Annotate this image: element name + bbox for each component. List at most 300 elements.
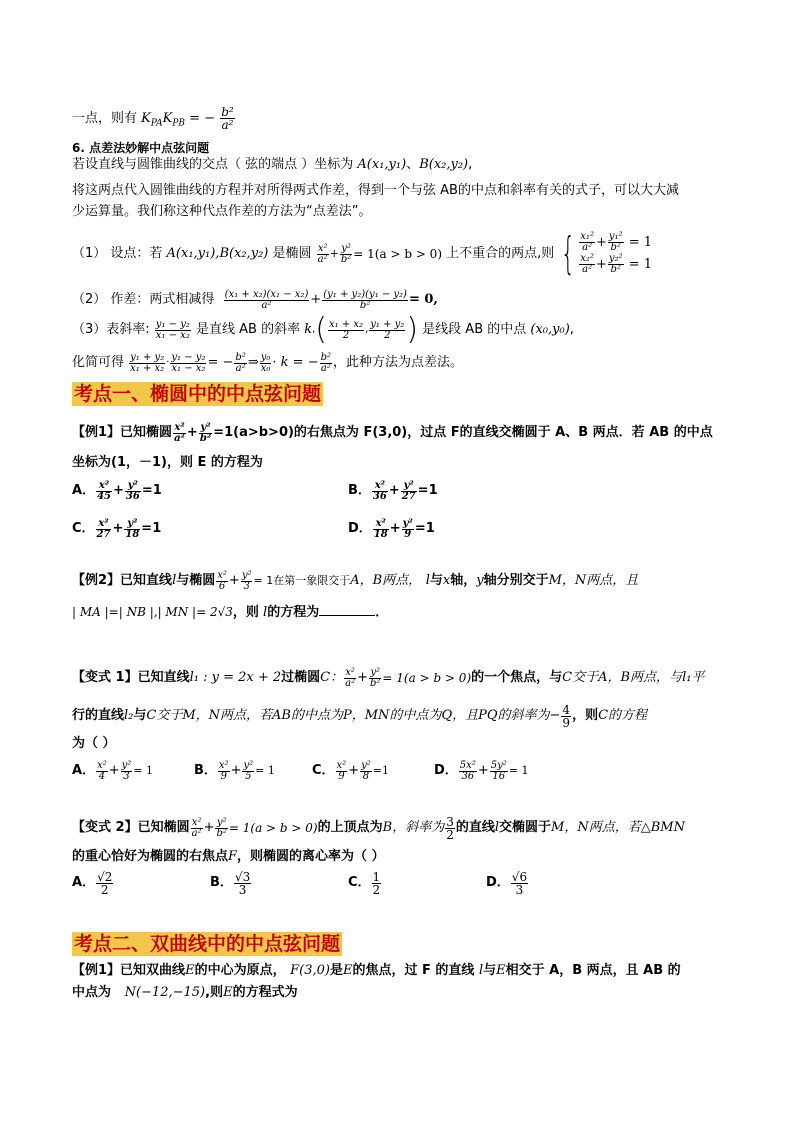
option-frac-y — [125, 481, 141, 502]
step3-mid: 是直线 AB 的斜率 — [196, 322, 301, 337]
l-symbol-ex3: l — [478, 963, 484, 978]
option-letter: C． — [72, 521, 95, 536]
var1-text-e: A，B两点，与 — [598, 670, 683, 685]
option-frac-x — [218, 761, 230, 782]
ex2-tail2: 的方程为 — [267, 605, 320, 620]
var2-option-b[interactable] — [210, 866, 252, 900]
var2-text-a: 已知椭圆 — [137, 820, 190, 835]
num: x² — [218, 759, 229, 771]
sep: 、 — [406, 157, 420, 172]
option-frac-x — [96, 761, 108, 782]
num: y² — [243, 759, 254, 771]
v2-l2-a: 的重心恰好为椭圆的右焦点 — [72, 849, 229, 864]
num: y₂² — [608, 253, 623, 264]
den: x₀ — [260, 362, 271, 374]
den: 36 — [372, 490, 387, 502]
ex1-option-a[interactable] — [72, 476, 162, 506]
step1-after: 上不重合的两点,则 — [446, 246, 555, 261]
var1-option-a[interactable] — [72, 755, 153, 787]
ex3-line1 — [72, 963, 681, 979]
plus: + — [112, 483, 124, 498]
section-2-title: 考点二、双曲线中的中点弦问题 — [74, 933, 341, 955]
e-symbol-3: E — [496, 963, 506, 978]
ex2-text-f: 轴， — [450, 573, 477, 588]
den: 18 — [125, 528, 140, 540]
den: 9 — [338, 770, 345, 782]
var1-line3: 为（ ） — [72, 736, 116, 751]
ex2-line2 — [72, 603, 388, 621]
v2-fy — [215, 818, 227, 839]
den: 2 — [372, 882, 381, 897]
step-3: （3）表斜率: $\frac{\text{y₁ − y₂}}{\text{x₁ − x₂}}$ 是直线 AB 的斜率 k , ( $\frac{\text{x₁ + x₂}}{2}$ , $\frac{\text{y₁ + y₂}}{2}$ ) 是线段 AB 的中点 (x₀,y₀) , — [72, 312, 574, 347]
option-rhs: = 1 — [133, 764, 154, 777]
num: x² — [96, 519, 112, 530]
s1 — [129, 353, 165, 374]
plus: + — [348, 763, 360, 778]
den: a² — [261, 299, 272, 311]
point-b: B(x₂,y₂) — [419, 157, 469, 172]
den: a² — [174, 432, 185, 444]
den: 9 — [404, 528, 412, 540]
den: 27 — [401, 490, 416, 502]
method-p1 — [72, 157, 472, 173]
den: 45 — [97, 490, 111, 502]
den: x₁ − x₂ — [155, 329, 190, 341]
step2-rhs: = 0, — [408, 292, 438, 307]
focus-f: F(3,0) — [290, 963, 330, 978]
rhs2: = 1 — [628, 257, 652, 272]
point-a: A(x₁,y₁) — [357, 157, 407, 172]
line-l1: l₁ : y = 2x + 2 — [189, 670, 282, 685]
slope-sign: − — [549, 708, 561, 723]
answer-blank[interactable] — [319, 603, 375, 616]
ex2-text-e: 与 — [429, 573, 443, 588]
num: y₁ + y₂ — [370, 318, 405, 330]
method-heading: 6. 点差法妙解中点弦问题 — [72, 141, 210, 155]
frac-y2-b2 — [340, 244, 352, 265]
eq: = − — [207, 355, 234, 370]
var2-line1 — [72, 815, 685, 841]
s5 — [320, 353, 332, 374]
num: y₁ − y₂ — [171, 351, 206, 363]
section-1-title: 考点一、椭圆中的中点弦问题 — [74, 383, 322, 405]
den: x₁ − x₂ — [171, 362, 206, 374]
ex1-fy — [199, 423, 212, 444]
equals-minus: = − — [189, 111, 216, 126]
num: x² — [191, 816, 202, 828]
paren-left: ( — [315, 312, 328, 347]
ex3-label: 【例1】 — [72, 963, 121, 978]
den: 8 — [362, 770, 370, 782]
den: b² — [216, 827, 227, 839]
option-frac-y — [121, 761, 133, 782]
den: 3 — [515, 882, 524, 897]
option-letter: B． — [348, 483, 371, 498]
num: y² — [401, 481, 417, 492]
p1-text: 若设直线与圆锥曲线的交点（ 弦的端点 ）坐标为 — [72, 157, 354, 172]
den: a² — [582, 264, 593, 275]
step2-frac1 — [224, 290, 310, 311]
step2-label: （2） 作差：两式相减得 — [72, 292, 215, 307]
k: · k = − — [272, 355, 319, 370]
v1-l2-c: C交于 — [146, 708, 183, 723]
method-p2: 将这两点代入圆锥曲线的方程并对所得两式作差，得到一个与弦 AB的中点和斜率有关的式子，可以大大减 — [72, 183, 679, 198]
paren-right: ) — [406, 312, 419, 347]
den: b² — [359, 299, 371, 311]
ex2-label: 【例2】 — [72, 573, 121, 588]
num: x² — [372, 481, 388, 492]
den: b² — [199, 432, 212, 444]
den: 2 — [342, 329, 350, 341]
ex2-text-c: = 1在第一象限交于 — [253, 574, 351, 587]
den: 9 — [562, 715, 571, 730]
den: b² — [340, 253, 352, 265]
num: 3 — [446, 814, 454, 829]
option-frac-y — [242, 761, 254, 782]
num: y² — [124, 519, 140, 530]
var1-option-b[interactable] — [194, 755, 275, 787]
var1-text-b: 过椭圆 — [281, 670, 321, 685]
ex2-text-a: 已知直线 — [120, 573, 173, 588]
num: y² — [402, 517, 413, 529]
option-frac — [372, 871, 382, 896]
num: x² — [97, 759, 107, 771]
ex2-fy — [241, 571, 253, 592]
equation-system — [578, 232, 652, 276]
den: x₁ + x₂ — [130, 362, 165, 374]
option-rhs: = 1 — [508, 764, 529, 777]
var2-l: l — [494, 820, 500, 835]
kpa-sub: PA — [150, 118, 163, 129]
den: a² — [345, 677, 356, 689]
var1-text-d: C交于 — [562, 670, 599, 685]
rhs1: = 1 — [628, 235, 652, 250]
f1 — [579, 232, 595, 253]
num: y² — [370, 666, 381, 678]
var1-option-c[interactable] — [312, 755, 389, 787]
ex3-line2 — [72, 985, 298, 1001]
v1-l2-a: 行的直线 — [72, 708, 125, 723]
num: 5y² — [490, 759, 507, 771]
arrow: ⇒ — [247, 355, 259, 370]
plus: + — [389, 521, 401, 536]
var1-line1 — [72, 665, 704, 691]
option-letter: B． — [210, 875, 233, 890]
den: 2 — [100, 882, 109, 897]
ex2-tail: ，则 — [232, 605, 259, 620]
num: x₁ + x₂ — [329, 318, 364, 330]
ex2-condition: | MA |=| NB |,| MN |= 2√3 — [72, 605, 233, 619]
kpa-symbol: K — [141, 111, 151, 126]
plus: + — [310, 292, 322, 307]
plus: + — [108, 763, 120, 778]
num: (x₁ + x₂)(x₁ − x₂) — [224, 288, 309, 300]
plus: + — [357, 670, 368, 685]
num: x² — [336, 759, 347, 771]
den: a² — [582, 242, 593, 253]
p1-end: , — [468, 157, 473, 172]
v1-l2-i: ，则 — [572, 708, 599, 723]
left-brace-icon: { — [561, 228, 576, 279]
den: a² — [191, 827, 202, 839]
ex3-text-b: 的中心为原点， — [194, 963, 286, 978]
num: y₁² — [608, 231, 623, 242]
num: y² — [125, 481, 141, 492]
v1-l2-b: 与 — [133, 708, 147, 723]
num: (y₁ + y₂)(y₁ − y₂) — [323, 288, 407, 300]
option-frac-y — [124, 519, 140, 540]
option-letter: C． — [312, 763, 335, 778]
ex3-text-f: 相交于 A，B 两点，且 AB 的 — [505, 963, 681, 978]
option-rhs: = 1 — [255, 764, 275, 777]
den: 3 — [243, 580, 250, 592]
option-letter: C． — [348, 875, 371, 890]
mid-y — [369, 320, 405, 341]
v1-l2-d: M，N两点，若 — [182, 708, 273, 723]
step1-label: （1） 设点：若 — [72, 246, 163, 261]
method-p3: 少运算量。我们称这种代点作差的方法为“点差法”。 — [72, 204, 372, 219]
den: 5 — [245, 770, 252, 782]
slope-frac — [561, 704, 571, 729]
num: b² — [235, 351, 246, 363]
num: 5x² — [459, 759, 476, 771]
e-symbol-2: E — [342, 963, 353, 978]
var1-label: 【变式 1】 — [72, 670, 138, 685]
v1-fx — [344, 668, 356, 689]
num: √6 — [511, 869, 528, 884]
sys-eq2 — [578, 254, 652, 276]
num: √3 — [234, 869, 251, 884]
step1-points: A(x₁,y₁),B(x₂,y₂) — [166, 246, 269, 261]
s4 — [260, 353, 272, 374]
option-frac-x — [96, 519, 112, 540]
option-frac-x — [336, 761, 348, 782]
plus: + — [595, 257, 607, 272]
l-symbol: l — [172, 573, 177, 588]
v2-l2-b: ，则椭圆的离心率为（ ） — [237, 849, 385, 864]
v1-l2-f: P，MN的中点为 — [343, 708, 442, 723]
simplify-label: 化简可得 — [72, 355, 125, 370]
step1-mid: 是椭圆 — [272, 246, 312, 261]
num: y₁ + y₂ — [130, 351, 165, 363]
option-frac — [511, 871, 528, 896]
num: y² — [361, 759, 371, 771]
num: y₁ − y₂ — [155, 318, 190, 330]
frac-x2-a2 — [317, 244, 329, 265]
option-frac-x — [373, 519, 389, 540]
plus: + — [228, 573, 240, 588]
triangle-bmn: △BMN — [640, 820, 685, 835]
option-letter: D． — [486, 875, 510, 890]
num: x² — [96, 481, 112, 492]
step2-frac2 — [322, 290, 408, 311]
l-symbol-3: l — [263, 605, 268, 620]
frac-num: b² — [221, 105, 234, 119]
step3-mid2: 是线段 AB 的中点 — [422, 322, 527, 337]
option-letter: A． — [72, 763, 96, 778]
option-rhs: =1 — [141, 521, 162, 536]
option-letter: D． — [348, 521, 372, 536]
step-1 — [72, 230, 652, 278]
den: a² — [317, 253, 328, 265]
ex1-option-c[interactable] — [72, 514, 161, 544]
den: 3 — [238, 882, 247, 897]
ex2-fx — [216, 571, 228, 592]
var1-text-c: 的一个焦点，与 — [471, 670, 563, 685]
ex3-text-d: 的焦点，过 F 的直线 — [352, 963, 475, 978]
plus: + — [329, 247, 339, 260]
l-symbol-2: l — [425, 573, 430, 588]
ex1-text-b: =1(a>b>0)的右焦点为 F(3,0)，过点 F的直线交椭圆于 A、B 两点．若 AB 的中点 — [213, 425, 713, 440]
midpoint-n: N(−12,−15) — [124, 985, 206, 1000]
ex3-text-c: 是 — [329, 963, 343, 978]
v2-fx — [191, 818, 203, 839]
den: 36 — [461, 770, 475, 782]
num: x² — [373, 519, 389, 530]
ex2-end: ． — [375, 605, 389, 620]
ex3-l2-b: ,则 — [205, 985, 224, 1000]
b2-over-a2 — [220, 106, 235, 131]
plus: + — [112, 521, 124, 536]
v1-l2-j: C的方程 — [598, 708, 648, 723]
ex2-text-d: A，B两点， — [350, 573, 422, 588]
ex1-line1 — [72, 420, 713, 446]
x-symbol: x — [442, 573, 451, 588]
v1-fy — [369, 668, 381, 689]
var2-text-c: 的直线 — [455, 820, 495, 835]
num: x² — [345, 666, 355, 678]
ex1-label: 【例1】 — [72, 425, 121, 440]
option-rhs: =1 — [372, 764, 389, 777]
option-letter: A． — [72, 483, 96, 498]
num: y² — [216, 816, 227, 828]
ex3-text-a: 已知双曲线 — [120, 963, 186, 978]
num: x² — [317, 242, 328, 254]
option-frac-y — [360, 761, 372, 782]
e-symbol-4: E — [223, 985, 233, 1000]
den: 27 — [96, 528, 111, 540]
simplify-tail: ，此种方法为点差法。 — [333, 355, 464, 370]
num: x₂² — [580, 253, 594, 264]
var1-text-f: l₁平 — [682, 670, 705, 685]
plus: + — [595, 235, 607, 250]
option-letter: A． — [72, 875, 96, 890]
plus: + — [477, 763, 489, 778]
intro-tail-line — [72, 106, 236, 131]
option-frac-y — [490, 761, 508, 782]
ex1-option-d[interactable] — [348, 514, 435, 544]
den: 3 — [123, 770, 130, 782]
var2-option-c[interactable] — [348, 866, 382, 900]
sys-eq1 — [578, 232, 652, 254]
option-frac-x — [96, 481, 112, 502]
option-frac-x — [459, 761, 477, 782]
step1-cond: = 1(a > b > 0) — [353, 247, 443, 261]
var2-line2 — [72, 849, 385, 865]
den: 36 — [125, 490, 140, 502]
kpb-sub: PB — [172, 118, 185, 129]
v1-l2-e: AB的中点为 — [272, 708, 343, 723]
num: x² — [217, 569, 227, 581]
ex3-l2-a: 中点为 — [72, 985, 112, 1000]
ex2-text-b: 与椭圆 — [176, 573, 216, 588]
var2-text-e: M，N两点，若 — [551, 820, 641, 835]
den: a² — [320, 362, 331, 374]
den: 6 — [218, 580, 226, 592]
den: b² — [370, 677, 381, 689]
num: y² — [241, 569, 252, 581]
option-letter: B． — [194, 763, 217, 778]
s3 — [234, 353, 246, 374]
slope-frac — [155, 320, 191, 341]
var1-text-a: 已知直线 — [137, 670, 190, 685]
frac-den: a² — [221, 118, 234, 132]
var2-label: 【变式 2】 — [72, 820, 138, 835]
simplify-line — [72, 349, 463, 377]
e-symbol: E — [185, 963, 195, 978]
num: y² — [121, 759, 132, 771]
option-letter: D． — [434, 763, 458, 778]
num: x² — [174, 421, 185, 433]
kpb-symbol: K — [162, 111, 173, 126]
num: 1 — [372, 869, 381, 884]
ex1-fx — [173, 423, 186, 444]
option-frac-y — [401, 481, 417, 502]
option-frac — [234, 871, 251, 896]
v1-l2-h: PQ的斜率为 — [478, 708, 550, 723]
plus: + — [230, 763, 242, 778]
ex3-text-e: 与 — [483, 963, 497, 978]
dot: · — [166, 357, 170, 368]
ex3-l2-c: 的方程式为 — [232, 985, 298, 1000]
line-l2: l₂ — [124, 708, 134, 723]
var1-option-d[interactable] — [434, 755, 528, 787]
plus: + — [388, 483, 400, 498]
num: y² — [341, 242, 351, 254]
var2-option-a[interactable] — [72, 866, 114, 900]
var2-option-d[interactable] — [486, 866, 529, 900]
plus: + — [186, 425, 198, 440]
den: 16 — [492, 770, 506, 782]
mid-x — [328, 320, 364, 341]
step3-label: （3）表斜率: — [72, 322, 150, 337]
var1-line2 — [72, 703, 647, 729]
f3 — [579, 254, 595, 275]
den: 4 — [98, 770, 106, 782]
var2-b: B，斜率为 — [382, 820, 445, 835]
den: a² — [235, 362, 246, 374]
var1-cond: = 1(a > b > 0) — [382, 671, 472, 685]
var2-text-b: 的上顶点为 — [317, 820, 383, 835]
den: 9 — [220, 770, 227, 782]
num: y₀ — [260, 351, 271, 363]
f4 — [608, 254, 624, 275]
k-frac — [445, 816, 455, 841]
var2-cond: = 1(a > b > 0) — [228, 821, 318, 835]
midpoint: (x₀,y₀) — [530, 322, 570, 337]
den: 2 — [384, 329, 391, 341]
option-rhs: =1 — [141, 483, 162, 498]
k-symbol: k — [304, 322, 313, 337]
ex1-text-a: 已知椭圆 — [120, 425, 173, 440]
num: √2 — [97, 869, 113, 884]
ex1-option-b[interactable] — [348, 476, 438, 506]
f2 — [608, 232, 624, 253]
v2-f: F — [228, 849, 238, 864]
option-frac-y — [402, 519, 414, 540]
option-frac-x — [372, 481, 388, 502]
den: b² — [610, 242, 621, 253]
